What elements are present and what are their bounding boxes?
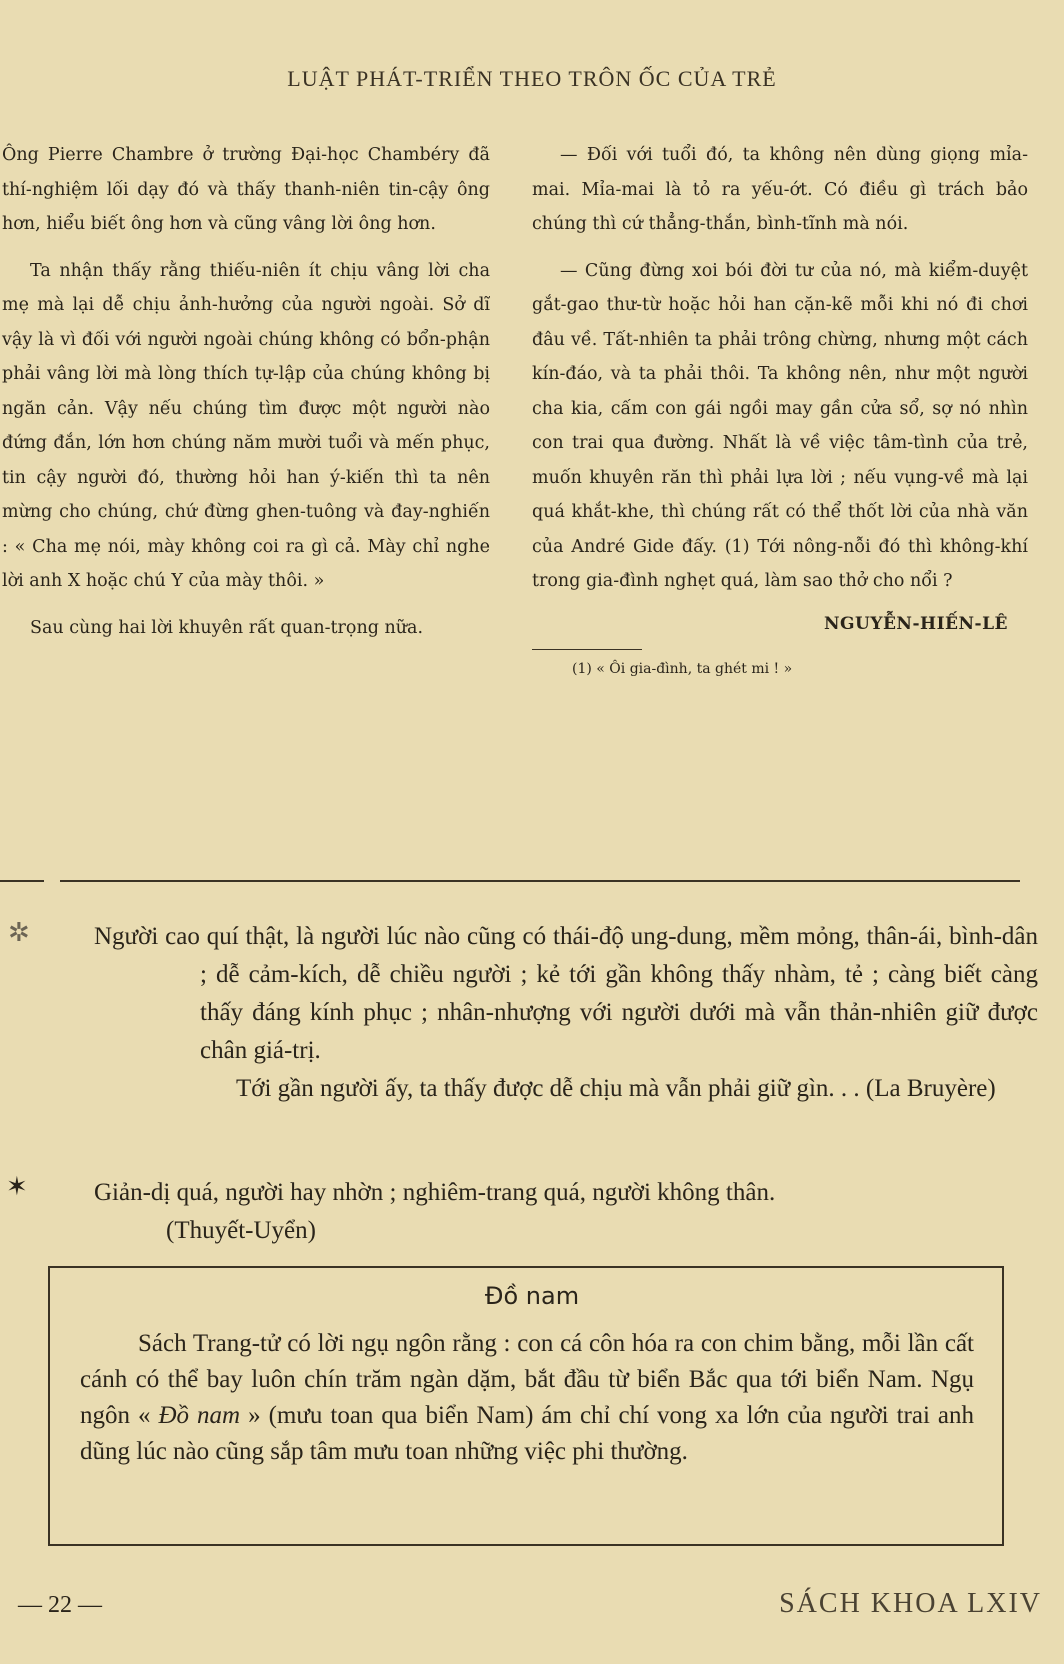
left-paragraph-2: Ta nhận thấy rằng thiếu-niên ít chịu vâng lời cha mẹ mà lại dễ chịu ảnh-hưởng của người ngoài. Sở dĩ vậy là vì đối với người ngoài chúng không có bổn-phận phải vâng lời mà lòng thích tự-lập của chúng không bị ngăn cản. Vậy nếu chúng tìm được một người nào đứng đắn, lớn hơn chúng năm mười tuổi và mến phục, tin cậy người đó, thường hỏi han ý-kiến thì ta nên mừng cho chúng, chứ đừng ghen-tuông và đay-nghiến : « Cha mẹ nói, mày không coi ra gì cả. Mày chỉ nghe lời anh X hoặc chú Y của mày thôi. » bbox=[2, 260, 490, 591]
left-column bbox=[2, 138, 490, 657]
page-number: — 22 — bbox=[18, 1592, 102, 1618]
running-head: LUẬT PHÁT-TRIỂN THEO TRÔN ỐC CỦA TRẺ bbox=[287, 66, 777, 91]
right-paragraph-2: — Cũng đừng xoi bói đời tư của nó, mà kiểm-duyệt gắt-gao thư-từ hoặc hỏi han cặn-kẽ mỗi khi nó đi chơi đâu về. Tất-nhiên ta phải trông chừng, nhưng một cách kín-đáo, và ta phải thôi. Ta không nên, như một người cha kia, cấm con gái ngồi may gần cửa sổ, sợ nó nhìn con trai qua đường. Nhất là về việc tâm-tình của trẻ, muốn khuyên răn thì phải lựa lời ; nếu vụng-về mà lại quá khắt-khe, thì chúng rất có thể thốt lời của nhà văn của André Gide đấy. (1) Tới nông-nỗi đó thì không-khí trong gia-đình nghẹt quá, làm sao thở cho nổi ? bbox=[532, 260, 1028, 591]
quote-paragraph-1: Người cao quí thật, là người lúc nào cũng có thái-độ ung-dung, mềm mỏng, thân-ái, bình-dân ; dễ cảm-kích, dễ chiều người ; kẻ tới gần không thấy nhàm, tẻ ; càng biết càng thấy đáng kính phục ; nhân-nhượng với người dưới mà vẫn thản-nhiên giữ được chân giá-trị. bbox=[94, 923, 1038, 1064]
quote-thuyet-uyen bbox=[94, 1174, 1038, 1250]
boxed-note-paragraph bbox=[80, 1326, 974, 1470]
ornament-star-icon: ✲ bbox=[8, 918, 30, 948]
boxed-note-text bbox=[80, 1326, 974, 1470]
left-paragraph-1: Ông Pierre Chambre ở trường Đại-học Chambéry đã thí-nghiệm lối dạy đó và thấy thanh-niên tin-cậy ông hơn, hiểu biết ông hơn và cũng vâng lời ông hơn. bbox=[2, 145, 490, 234]
boxed-note-part-1: Sách Trang-tử có lời ngụ ngôn rằng : con cá côn hóa ra con chim bằng, mỗi lần cất cánh có thể bay luôn chín trăm ngàn dặm, bắt đầu từ biển Bắc qua tới biển Nam. Ngụ ngôn « bbox=[80, 1330, 974, 1429]
magazine-name: SÁCH KHOA LXIV bbox=[779, 1588, 1042, 1619]
ornament-asterisk-icon: ✶ bbox=[6, 1172, 28, 1202]
boxed-note-title: Đồ nam bbox=[484, 1282, 580, 1310]
quote-la-bruyere bbox=[94, 918, 1038, 1108]
right-column bbox=[532, 138, 1028, 680]
left-paragraph-3: Sau cùng hai lời khuyên rất quan-trọng nữa. bbox=[30, 617, 424, 638]
boxed-note-italic-title: Đồ nam bbox=[150, 1402, 249, 1429]
right-paragraph-1: — Đối với tuổi đó, ta không nên dùng giọng mỉa-mai. Mỉa-mai là tỏ ra yếu-ớt. Có điều gì trách bảo chúng thì cứ thẳng-thắn, bình-tĩnh mà nói. bbox=[532, 145, 1028, 234]
footnote-rule bbox=[532, 649, 642, 650]
quote-author: (Thuyết-Uyển) bbox=[166, 1217, 316, 1244]
quote-text: Giản-dị quá, người hay nhờn ; nghiêm-trang quá, người không thân. bbox=[94, 1179, 776, 1206]
author-signature: NGUYỄN-HIẾN-LÊ bbox=[823, 613, 1008, 634]
quote-paragraph-2: Tới gần người ấy, ta thấy được dễ chịu mà vẫn phải giữ gìn. . . (La Bruyère) bbox=[236, 1075, 996, 1102]
boxed-note-part-2: » (mưu toan qua biển Nam) ám chỉ chí vong xa lớn của người trai anh dũng lúc nào cũng sắp tâm mưu toan những việc phi thường. bbox=[80, 1402, 975, 1465]
section-divider-left bbox=[0, 880, 44, 882]
footnote: (1) « Ôi gia-đình, ta ghét mi ! » bbox=[572, 661, 793, 677]
section-divider bbox=[60, 880, 1020, 882]
